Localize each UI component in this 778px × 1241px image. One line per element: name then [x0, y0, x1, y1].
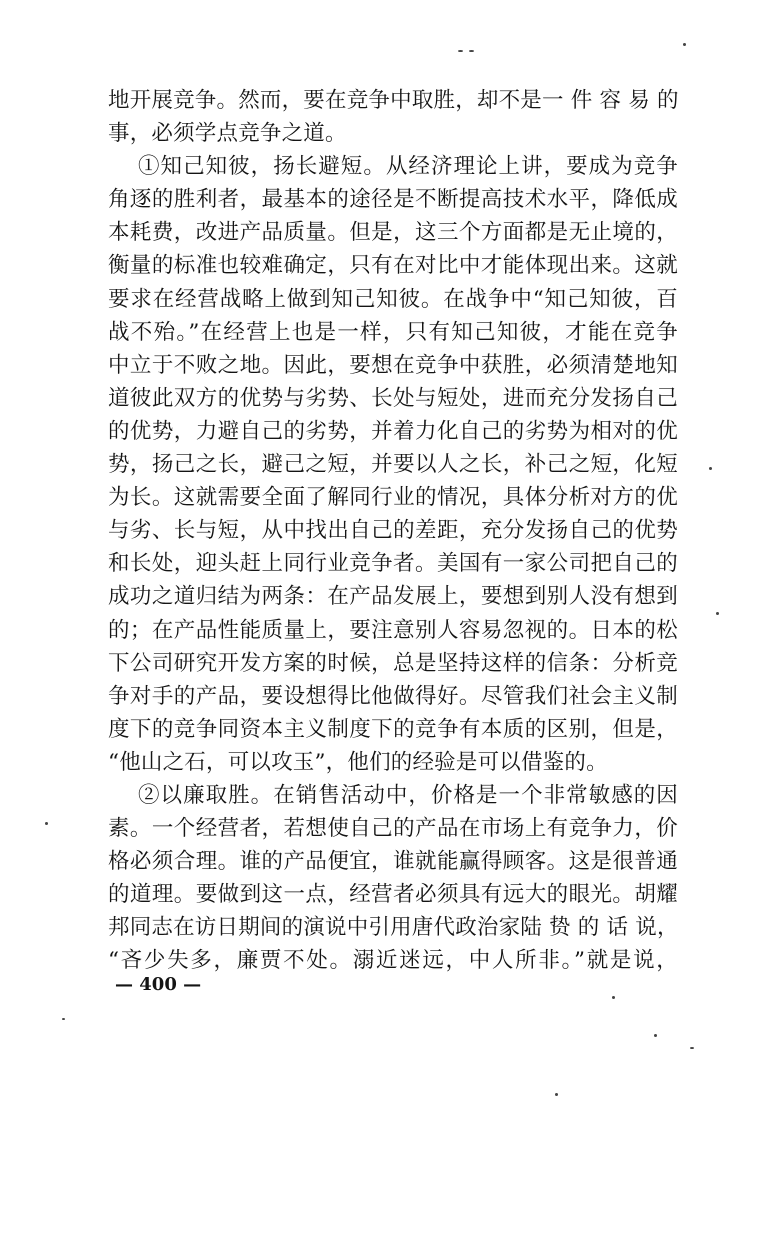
scan-speck	[458, 50, 463, 52]
text-line: 的；在产品性能质量上，要注意别人容易忽视的。日本的松	[108, 617, 678, 643]
scan-speck	[654, 1034, 657, 1037]
text-line: 素。一个经营者，若想使自己的产品在市场上有竞争力，价	[108, 816, 678, 842]
text-line: 为长。这就需要全面了解同行业的情况，具体分析对方的优	[108, 485, 678, 511]
text-line: 格必须合理。谁的产品便宜，谁就能赢得顾客。这是很普通	[108, 849, 678, 875]
scan-speck	[709, 467, 712, 470]
text-line: 道彼此双方的优势与劣势、长处与短处，进而充分发扬自己	[108, 385, 678, 411]
text-line: 的优势，力避自己的劣势，并着力化自己的劣势为相对的优	[108, 418, 678, 444]
section-heading-line: ①知己知彼，扬长避短。从经济理论上讲，要成为竞争	[138, 154, 678, 180]
text-line: 邦同志在访日期间的演说中引用唐代政治家陆 贽 的 话 说，	[108, 915, 679, 941]
scan-speck	[683, 43, 686, 46]
text-line: 衡量的标准也较难确定，只有在对比中才能体现出来。这就	[108, 253, 678, 279]
text-line: 成功之道归结为两条：在产品发展上，要想到别人没有想到	[108, 584, 678, 610]
text-line: “他山之石，可以攻玉”，他们的经验是可以借鉴的。	[108, 749, 608, 775]
page-number: — 400 —	[115, 974, 202, 995]
text-line: 下公司研究开发方案的时候，总是坚持这样的信条：分析竞	[108, 650, 678, 676]
scan-speck	[469, 50, 474, 52]
text-line: 争对手的产品，要设想得比他做得好。尽管我们社会主义制	[108, 683, 678, 709]
text-line: 与劣、长与短，从中找出自己的差距，充分发扬自己的优势	[108, 518, 678, 544]
text-line: 和长处，迎头赶上同行业竞争者。美国有一家公司把自己的	[108, 551, 678, 577]
text-line: “吝少失多，廉贾不处。溺近迷远，中人所非。”就是说，	[108, 948, 678, 974]
section-heading-line: ②以廉取胜。在销售活动中，价格是一个非常敏感的因	[138, 782, 678, 808]
scan-speck	[555, 1093, 558, 1096]
text-line: 中立于不败之地。因此，要想在竞争中获胜，必须清楚地知	[108, 352, 678, 378]
text-line: 地开展竞争。然而，要在竞争中取胜，却不是一 件 容 易 的	[108, 88, 679, 113]
text-line: 本耗费，改进产品质量。但是，这三个方面都是无止境的，	[108, 220, 678, 246]
scan-speck	[612, 996, 615, 999]
body-text	[108, 84, 678, 978]
text-line: 角逐的胜利者，最基本的途径是不断提高技术水平，降低成	[108, 187, 678, 213]
scan-speck	[62, 1018, 65, 1020]
text-line: 度下的竞争同资本主义制度下的竞争有本质的区别，但是，	[108, 716, 678, 742]
text-line: 势，扬己之长，避己之短，并要以人之长，补己之短，化短	[108, 452, 678, 478]
scan-speck	[690, 1047, 694, 1049]
text-line: 战不殆。”在经营上也是一样，只有知己知彼，才能在竞争	[108, 319, 678, 345]
text-line: 的道理。要做到这一点，经营者必须具有远大的眼光。胡耀	[108, 882, 678, 908]
text-line: 事，必须学点竞争之道。	[108, 121, 347, 147]
scan-speck	[45, 822, 48, 825]
scan-speck	[716, 612, 719, 615]
text-line: 要求在经营战略上做到知己知彼。在战争中“知己知彼，百	[108, 286, 678, 312]
